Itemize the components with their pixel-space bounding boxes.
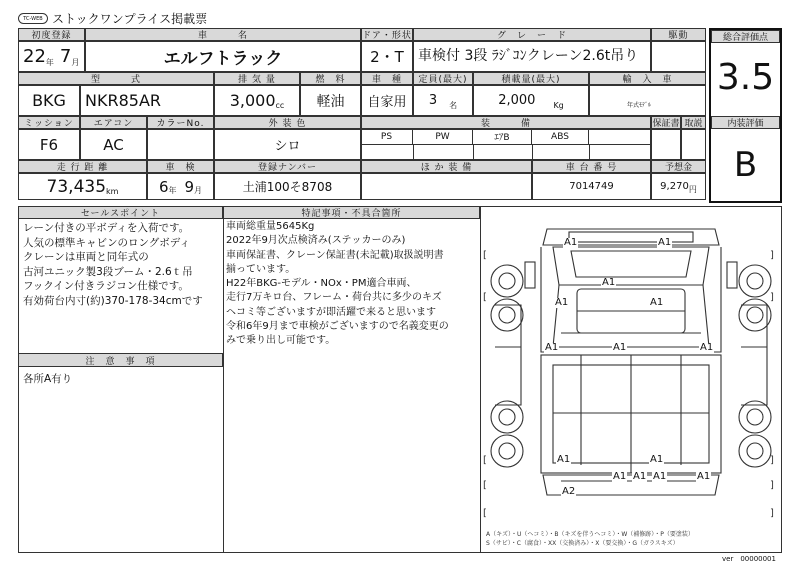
car-name-header: 車 名 [85,28,361,41]
equipment-item: ｴｱB [473,129,532,145]
fuel-header: 燃 料 [300,72,361,85]
plate-header: 登録ナンバー [214,160,361,173]
equipment-divider [473,145,474,160]
damage-mark: A1 [613,342,627,353]
displacement-number: 3,000 [229,91,276,110]
capacity-unit: 名 [449,101,458,110]
legend-line: A（キズ）・U（ヘコミ）・B（キズを伴うヘコミ）・W（補修跡）・P（要塗装） [486,531,694,538]
version-label: ver 00000001 [722,555,776,563]
mileage-unit: km [106,187,119,196]
legend-line: S（サビ）・C（腐食）・XX（交換済み）・X（要交換）・G（ガラスキズ） [486,540,679,547]
damage-mark: A1 [557,454,571,465]
car-name-value: エルフトラック [85,41,361,72]
first-reg-year: 22 [23,46,46,67]
bracket-mark: ] [770,455,774,466]
plate-value: 土浦100そ8708 [214,173,361,200]
equipment-item: ABS [532,129,589,145]
category-header: 車 種 [361,72,413,85]
aircon-value: AC [80,129,147,160]
overall-score-header: 総合評価点 [711,30,780,43]
bracket-mark: ] [770,480,774,491]
damage-mark: A1 [564,237,578,248]
type-header: 型 式 [18,72,214,85]
inspection-month-unit: 月 [194,186,203,195]
type-prefix-value: BKG [18,85,80,116]
bracket-mark: ] [770,250,774,261]
aircon-header: エアコン [80,116,147,129]
price-number: 9,270 [660,181,689,192]
chassis-value: 7014749 [532,173,651,200]
door-header: ドア・形状 [361,28,413,41]
vehicle-damage-diagram [481,207,781,552]
equipment-item [589,129,651,145]
import-value [589,85,706,116]
warranty-value [651,129,681,160]
displacement-header: 排 気 量 [214,72,300,85]
equipment-divider [413,145,414,160]
capacity-header: 定員(最大) [413,72,473,85]
damage-mark: A1 [650,297,664,308]
type-code-value: NKR85AR [80,85,214,116]
capacity-number: 3 [428,93,438,108]
displacement-value [214,85,300,116]
notes-text: 車両総重量5645Kg 2022年9月次点検済み(ステッカーのみ) 車両保証書、クレーン保証書(未記載)取扱説明書 揃っています。 H22年BKG-モデル・NOx・PM適合車両、 走行7万キロ台、フレーム・荷台共に多少のキズ ヘコミ等ございますが即活躍で来ると思います 令和6年9月まで車検がございますので名義変更の みで乗り出し可能です。 [226,221,449,347]
header-logo: TC-WEB [18,13,48,24]
bracket-mark: [ [483,480,487,491]
grade-value: 車検付 3段 ﾗｼﾞｺﾝクレーン2.6t吊り [413,41,651,72]
color-no-value [147,129,214,160]
load-number: 2,000 [498,93,536,108]
overall-score: 3.5 [716,56,775,98]
inspection-header: 車 検 [147,160,214,173]
drive-header: 駆動 [651,28,706,41]
damage-mark: A1 [700,342,714,353]
sales-point-text: レーン付きの平ボディを入荷です。 人気の標準キャビンのロングボディ クレーンは車両と同年式の 古河ユニック製3段ブーム・2.6ｔ吊 フックイン付きラジコン仕様です。 有効荷台内寸(約)370-178-34cmです [23,222,203,307]
column-divider [223,206,224,553]
manual-value [681,129,706,160]
first-reg-value [18,41,85,72]
damage-mark: A1 [653,471,667,482]
mileage-number: 73,435 [46,176,107,197]
manual-header: 取説 [681,116,706,129]
import-header: 輸 入 車 [589,72,706,85]
equipment-divider [589,145,590,160]
exterior-value: シロ [214,129,361,160]
page-title: ストックワンプライス掲載票 [52,12,208,26]
damage-mark: A1 [633,471,647,482]
price-value [651,173,706,200]
damage-mark: A1 [555,297,569,308]
mileage-header: 走 行 距 離 [18,160,147,173]
interior-grade: B [733,145,758,185]
bracket-mark: [ [483,455,487,466]
damage-legend [486,530,694,548]
notes-header: 特記事項・不具合箇所 [223,206,480,219]
damage-mark: A1 [697,471,711,482]
price-unit: 円 [688,185,697,194]
sales-point-header: セールスポイント [18,206,223,219]
door-value: 2・T [361,41,413,72]
price-header: 予想金 [651,160,706,173]
bracket-mark: [ [483,508,487,519]
color-no-header: カラーNo. [147,116,214,129]
inspection-month: 9 [184,177,195,196]
damage-mark: A2 [562,486,576,497]
equipment-divider [532,145,533,160]
first-reg-month: 7 [59,46,72,67]
drive-value [651,41,706,72]
load-unit: Kg [553,101,564,110]
import-model-year: 年式ﾓﾃﾞﾙ [626,102,651,109]
mission-value: F6 [18,129,80,160]
load-header: 積載量(最大) [473,72,589,85]
other-equip-value [361,173,532,200]
fuel-value: 軽油 [300,85,361,116]
damage-mark: A1 [545,342,559,353]
mission-header: ミッション [18,116,80,129]
caution-text: 各所A有り [23,373,73,385]
bracket-mark: ] [770,508,774,519]
capacity-value [413,85,473,116]
first-reg-header: 初度登録 [18,28,85,41]
interior-grade-header: 内装評価 [711,116,780,129]
exterior-header: 外 装 色 [214,116,361,129]
year-unit: 年 [45,58,54,67]
warranty-header: 保証書 [651,116,681,129]
inspection-year-unit: 年 [168,186,177,195]
grade-header: グ レ ー ド [413,28,651,41]
bracket-mark: [ [483,292,487,303]
bracket-mark: [ [483,250,487,261]
damage-mark: A1 [658,237,672,248]
equipment-item: PS [361,129,413,145]
equipment-item: PW [413,129,473,145]
inspection-value [147,173,214,200]
damage-mark: A1 [613,471,627,482]
inspection-year: 6 [158,177,169,196]
month-unit: 月 [71,58,80,67]
load-value [473,85,589,116]
damage-mark: A1 [650,454,664,465]
displacement-unit: cc [275,101,285,110]
equipment-header: 装 備 [361,116,651,129]
other-equip-header: ほ か 装 備 [361,160,532,173]
caution-header: 注 意 事 項 [18,353,223,367]
bracket-mark: ] [770,292,774,303]
mileage-value [18,173,147,200]
damage-mark: A1 [602,277,616,288]
chassis-header: 車 台 番 号 [532,160,651,173]
category-value: 自家用 [361,85,413,116]
